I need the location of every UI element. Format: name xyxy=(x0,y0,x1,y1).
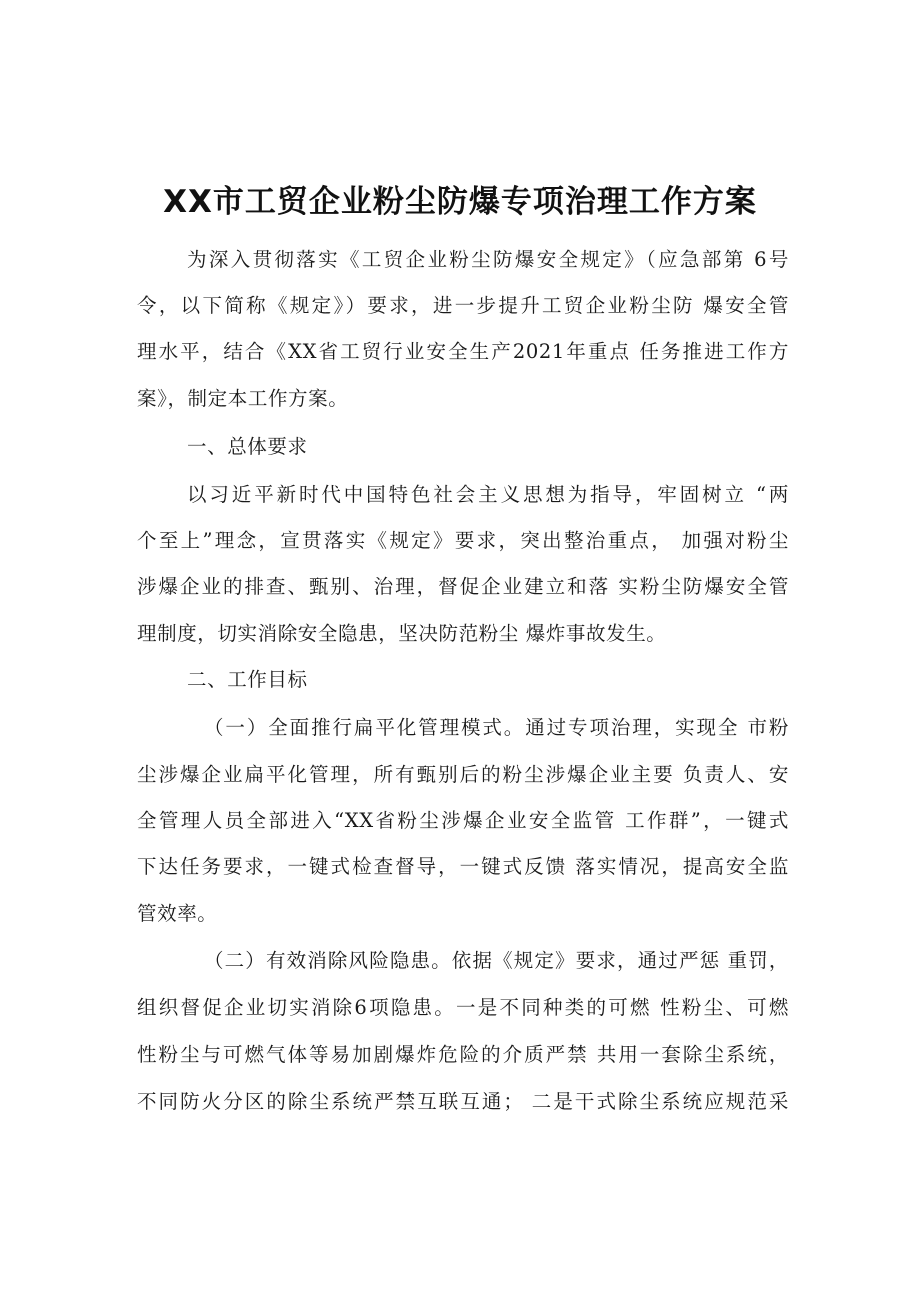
document-title: XX市工贸企业粉尘防爆专项治理工作方案 xyxy=(163,184,757,220)
section-heading: 二、工作目标 xyxy=(187,668,308,691)
paragraph-line: 不同防火分区的除尘系统严禁互联互通； 二是干式除尘系统应规范采 xyxy=(137,1090,789,1113)
paragraph-line: 个至上”理念，宣贯落实《规定》要求，突出整治重点， 加强对粉尘 xyxy=(137,529,789,552)
paragraph-line: 案》，制定本工作方案。 xyxy=(137,387,349,410)
paragraph-line: 理水平，结合《XX省工贸行业安全生产2021年重点 任务推进工作方 xyxy=(137,340,789,363)
paragraph-line: 组织督促企业切实消除6项隐患。一是不同种类的可燃 性粉尘、可燃 xyxy=(137,996,789,1019)
paragraph-line: （二）有效消除风险隐患。依据《规定》要求，通过严惩 重罚， xyxy=(204,949,789,972)
paragraph-line: 为深入贯彻落实《工贸企业粉尘防爆安全规定》（应急部第 6号 xyxy=(187,248,789,271)
paragraph-line: 理制度，切实消除安全隐患，坚决防范粉尘 爆炸事故发生。 xyxy=(137,622,667,645)
paragraph-line: 性粉尘与可燃气体等易加剧爆炸危险的介质严禁 共用一套除尘系统， xyxy=(137,1043,789,1066)
paragraph-line: 管效率。 xyxy=(137,902,218,925)
paragraph-line: （一）全面推行扁平化管理模式。通过专项治理，实现全 市粉 xyxy=(204,716,789,739)
paragraph-line: 令，以下简称《规定》）要求，进一步提升工贸企业粉尘防 爆安全管 xyxy=(137,294,789,317)
paragraph-line: 全管理人员全部进入“XX省粉尘涉爆企业安全监管 工作群”，一键式 xyxy=(137,809,789,832)
paragraph-line: 下达任务要求，一键式检查督导，一键式反馈 落实情况，提高安全监 xyxy=(137,855,789,878)
paragraph-line: 以习近平新时代中国特色社会主义思想为指导，牢固树立 “两 xyxy=(187,483,789,506)
paragraph-line: 涉爆企业的排查、甄别、治理，督促企业建立和落 实粉尘防爆安全管 xyxy=(137,575,789,598)
paragraph-line: 尘涉爆企业扁平化管理，所有甄别后的粉尘涉爆企业主要 负责人、安 xyxy=(137,763,789,786)
section-heading: 一、总体要求 xyxy=(187,435,308,458)
